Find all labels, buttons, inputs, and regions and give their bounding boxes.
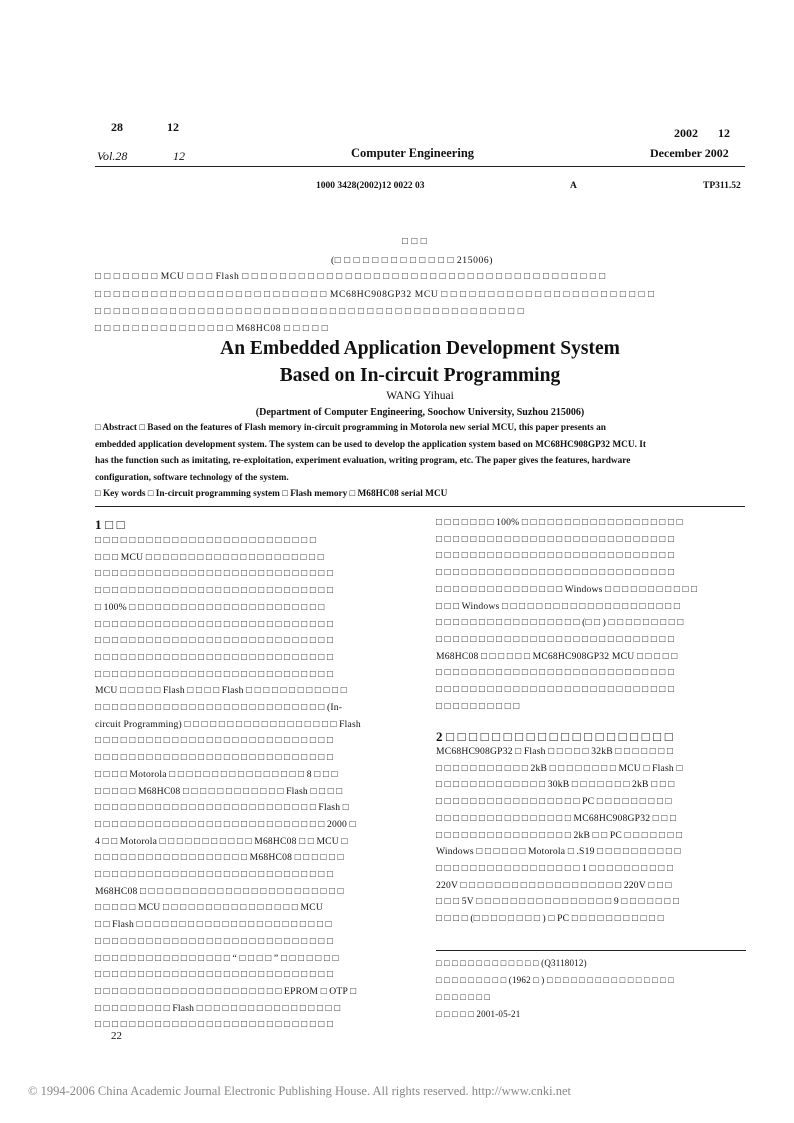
section-1-title: 1 □ □ bbox=[95, 517, 125, 532]
body-text-line: □ □ □ □ □ □ □ □ □ □ □ □ □ □ □ □ □ □ □ □ □ □ □ □ □ □ □ □ bbox=[95, 969, 334, 981]
body-text-line: □ □ □ □ □ □ □ □ □ □ □ □ □ 30kB □ □ □ □ □ □ □ 2kB □ □ □ bbox=[436, 779, 675, 791]
body-text-line: □ □ □ □ (□ □ □ □ □ □ □ □ ) □ PC □ □ □ □ □ □ □ □ □ □ □ bbox=[436, 913, 664, 924]
footnotes bbox=[436, 958, 746, 1028]
body-text-line: □ □ □ □ □ □ □ □ □ □ □ □ □ □ □ □ □ □ □ □ □ □ □ □ □ □ □ □ bbox=[436, 633, 675, 645]
date-en: December 2002 bbox=[650, 146, 729, 160]
body-text-line: □ □ Flash □ □ □ □ □ □ □ □ □ □ □ □ □ □ □ □ □ □ □ □ □ □ □ bbox=[95, 919, 332, 931]
body-text-line: 220V □ □ □ □ □ □ □ □ □ □ □ □ □ □ □ □ □ □ □ 220V □ □ □ bbox=[436, 879, 672, 891]
header-rule bbox=[95, 166, 745, 167]
footnote-received-date: □ □ □ □ □ 2001-05-21 bbox=[436, 1009, 521, 1019]
body-text-line: □ □ □ □ □ MCU □ □ □ □ □ □ □ □ □ □ □ □ □ □ □ □ MCU bbox=[95, 902, 323, 914]
title-line-2: Based on In-circuit Programming bbox=[279, 365, 561, 386]
keywords-cn: □ □ □ □ □ □ □ □ □ □ □ □ □ □ □ M68HC08 □ □ □ □ □ bbox=[95, 323, 329, 334]
page-number: 22 bbox=[111, 1030, 122, 1042]
body-text-line: □ □ □ □ □ □ □ □ □ □ □ □ □ □ □ □ □ 1 □ □ □ □ □ □ □ □ □ □ bbox=[436, 862, 674, 874]
body-text-line: □ □ □ □ □ □ □ □ □ □ □ □ □ □ □ □ “ □ □ □ □ ” □ □ □ □ □ □ □ bbox=[95, 952, 339, 964]
body-text-line: □ □ □ □ □ □ □ □ □ □ □ □ □ □ □ □ □ □ □ □ □ □ □ □ □ □ □ □ bbox=[95, 869, 334, 880]
volume-en: Vol.28 bbox=[97, 149, 128, 163]
body-text-line: □ □ □ □ □ □ □ □ □ □ □ □ □ □ □ □ □ □ □ □ □ □ □ □ □ □ □ 2000 □ bbox=[95, 818, 356, 830]
abstract-en-line: □ Abstract □ Based on the features of Flash memory in-circuit programming in Motorola new serial MCU, this paper presents an bbox=[95, 423, 606, 433]
body-text-line: MCU □ □ □ □ □ Flash □ □ □ □ Flash □ □ □ □ □ □ □ □ □ □ □ □ bbox=[95, 685, 347, 697]
body-text-line: circuit Programming) □ □ □ □ □ □ □ □ □ □ □ □ □ □ □ □ □ □ Flash bbox=[95, 718, 361, 730]
body-text-line: □ □ □ □ □ □ □ □ □ □ □ □ □ □ □ □ □ □ □ □ □ □ □ □ □ □ □ □ bbox=[95, 568, 334, 580]
abstract-cn-line: □ □ □ □ □ □ □ □ □ □ □ □ □ □ □ □ □ □ □ □ □ □ □ □ □ □ □ □ □ □ □ □ □ □ □ □ □ □ □ □ □ □ □ □ □ □ bbox=[95, 306, 525, 317]
document-code: A bbox=[570, 181, 577, 191]
footnote-author-cont: □ □ □ □ □ □ □ bbox=[436, 992, 491, 1002]
section-2-title: 2 □ □ □ □ □ □ □ □ □ □ □ □ □ □ □ □ □ □ □ □ bbox=[436, 729, 673, 744]
volume-cn: 28 bbox=[111, 120, 123, 134]
body-text-line: □ □ □ □ □ □ □ □ □ □ □ □ □ □ □ □ □ □ □ □ □ □ □ □ □ □ □ □ bbox=[436, 567, 675, 579]
body-text-line: □ □ □ □ □ □ □ □ □ □ □ □ □ □ □ □ □ PC □ □ □ □ □ □ □ □ □ bbox=[436, 796, 672, 808]
body-text-line: □ □ □ □ □ □ □ □ □ □ □ □ □ □ □ □ □ □ □ □ □ □ □ □ □ □ □ □ bbox=[436, 667, 675, 679]
body-text-line: □ □ □ □ □ □ □ □ □ □ □ □ □ □ □ □ □ □ □ □ □ □ □ □ □ □ □ □ bbox=[95, 635, 334, 647]
author-en: WANG Yihuai bbox=[386, 390, 454, 402]
classification-number: TP311.52 bbox=[703, 181, 741, 191]
body-text-line: 4 □ □ Motorola □ □ □ □ □ □ □ □ □ □ □ M68HC08 □ □ MCU □ bbox=[95, 835, 348, 847]
left-column bbox=[95, 517, 407, 1031]
body-text-line: □ □ □ □ □ □ □ □ □ □ □ □ □ □ □ □ □ □ □ □ □ □ □ □ □ □ Flash □ bbox=[95, 802, 349, 814]
body-text-line: □ □ □ □ □ □ □ □ □ □ □ □ □ □ □ □ □ (□ □ ) □ □ □ □ □ □ □ □ □ bbox=[436, 617, 684, 629]
body-text-line: □ □ □ □ □ □ □ □ □ □ □ □ □ □ □ □ □ □ M68HC08 □ □ □ □ □ □ bbox=[95, 852, 344, 864]
date-cn-year: 2002 bbox=[674, 126, 698, 140]
body-text-line: □ □ □ □ □ □ □ □ □ □ □ □ □ □ □ □ □ □ □ □ □ □ □ □ □ □ □ (In- bbox=[95, 702, 343, 713]
body-text-line: □ □ □ □ □ □ □ □ □ □ □ □ □ □ □ □ □ □ □ □ □ □ □ □ □ □ □ □ bbox=[95, 585, 334, 597]
abstract-rule bbox=[95, 506, 745, 507]
keywords-en: □ Key words □ In-circuit programming system □ Flash memory □ M68HC08 serial MCU bbox=[95, 489, 448, 499]
body-text-line: □ □ □ □ Motorola □ □ □ □ □ □ □ □ □ □ □ □ □ □ □ □ 8 □ □ □ bbox=[95, 768, 338, 780]
body-text-line: □ □ □ □ □ □ □ □ □ □ □ □ □ □ □ □ □ □ □ □ □ □ □ □ □ □ □ □ bbox=[95, 735, 334, 747]
body-text-line: □ □ □ □ □ □ □ □ □ Flash □ □ □ □ □ □ □ □ □ □ □ □ □ □ □ □ □ bbox=[95, 1002, 341, 1014]
body-text-line: M68HC08 □ □ □ □ □ □ □ □ □ □ □ □ □ □ □ □ □ □ □ □ □ □ □ □ bbox=[95, 885, 344, 897]
body-text-line: □ □ □ □ □ □ □ □ □ □ □ □ □ □ □ □ □ □ □ □ □ □ □ □ □ □ □ □ bbox=[436, 533, 675, 545]
abstract-en bbox=[95, 420, 745, 503]
body-text-line: □ □ □ □ □ □ □ □ □ □ □ □ □ □ □ □ □ □ □ □ □ □ □ □ □ □ □ □ bbox=[95, 651, 334, 663]
affiliation-en: (Department of Computer Engineering, Soochow University, Suzhou 215006) bbox=[255, 407, 585, 418]
abstract-cn-line: □ □ □ □ □ □ □ □ □ □ □ □ □ □ □ □ □ □ □ □ □ □ □ □ □ MC68HC908GP32 MCU □ □ □ □ □ □ □ □ □ □ □ □ □ □ □ □ □ □ □ □ □ □ □ bbox=[95, 289, 655, 300]
body-text-line: □ □ □ Windows □ □ □ □ □ □ □ □ □ □ □ □ □ □ □ □ □ □ □ □ □ bbox=[436, 600, 680, 612]
body-text-line: □ □ □ □ □ M68HC08 □ □ □ □ □ □ □ □ □ □ □ □ Flash □ □ □ □ bbox=[95, 785, 343, 797]
body-text-line: □ □ □ □ □ □ □ □ □ □ □ □ □ □ □ □ □ □ □ □ □ □ □ □ □ □ □ □ bbox=[95, 752, 334, 764]
body-text-line: □ □ □ □ □ □ □ □ □ □ □ □ □ □ □ □ 2kB □ □ PC □ □ □ □ □ □ □ bbox=[436, 829, 683, 841]
body-text-line: MC68HC908GP32 □ Flash □ □ □ □ □ 32kB □ □ □ □ □ □ □ bbox=[436, 746, 673, 757]
affiliation-cn: (□ □ □ □ □ □ □ □ □ □ □ □ □ 215006) bbox=[331, 255, 494, 266]
body-text-line: □ □ □ □ □ □ □ □ □ □ bbox=[436, 700, 520, 712]
journal-name: Computer Engineering bbox=[351, 146, 475, 160]
abstract-en-line: has the function such as imitating, re-exploitation, experiment evaluation, writing program, etc. The paper gives the features, hardware bbox=[95, 456, 631, 466]
title-line-1: An Embedded Application Development System bbox=[220, 338, 620, 359]
body-text-line: □ □ □ □ □ □ □ □ □ □ □ □ □ □ □ □ □ □ □ □ □ □ □ □ □ □ □ □ bbox=[95, 935, 334, 947]
body-text-line: Windows □ □ □ □ □ □ Motorola □ .S19 □ □ □ □ □ □ □ □ □ □ bbox=[436, 846, 681, 858]
copyright-footer: © 1994-2006 China Academic Journal Electronic Publishing House. All rights reserved. http://www.cnki.net bbox=[28, 1084, 571, 1098]
footnote-funding: □ □ □ □ □ □ □ □ □ □ □ □ □ (Q3118012) bbox=[436, 958, 587, 968]
abstract-en-line: configuration, software technology of the system. bbox=[95, 472, 289, 483]
abstract-cn-line: □ □ □ □ □ □ □ MCU □ □ □ Flash □ □ □ □ □ □ □ □ □ □ □ □ □ □ □ □ □ □ □ □ □ □ □ □ □ □ □ □ □ □ □ □ □ □ □ □ □ □ □ bbox=[95, 271, 606, 282]
body-text-line: □ □ □ □ □ □ □ □ □ □ □ □ □ □ □ □ □ □ □ □ □ □ □ □ □ □ □ □ bbox=[95, 1019, 334, 1031]
author-cn: □ □ □ bbox=[402, 236, 428, 247]
body-text-line: □ □ □ 5V □ □ □ □ □ □ □ □ □ □ □ □ □ □ □ □ 9 □ □ □ □ □ □ □ bbox=[436, 896, 679, 908]
footnote-author: □ □ □ □ □ □ □ □ □ (1962 □ ) □ □ □ □ □ □ □ □ □ □ □ □ □ □ □ □ bbox=[436, 975, 674, 985]
body-text-line: □ □ □ □ □ □ □ □ □ □ □ □ □ □ □ Windows □ □ □ □ □ □ □ □ □ □ □ bbox=[436, 583, 698, 595]
body-text-line: □ □ □ □ □ □ □ 100% □ □ □ □ □ □ □ □ □ □ □ □ □ □ □ □ □ □ □ bbox=[436, 517, 683, 528]
body-text-line: M68HC08 □ □ □ □ □ □ MC68HC908GP32 MCU □ □ □ □ □ bbox=[436, 650, 678, 662]
body-text-line: □ □ □ □ □ □ □ □ □ □ □ □ □ □ □ □ □ □ □ □ □ □ □ □ □ □ □ □ bbox=[436, 684, 675, 695]
body-text-line: □ □ □ □ □ □ □ □ □ □ □ □ □ □ □ □ □ □ □ □ □ □ □ □ □ □ □ □ bbox=[95, 668, 334, 680]
body-text-line: □ □ □ □ □ □ □ □ □ □ □ □ □ □ □ □ □ □ □ □ □ □ □ □ □ □ □ □ bbox=[95, 618, 334, 630]
abstract-en-line: embedded application development system. The system can be used to develop the application system based on MC68HC908GP32 MCU. It bbox=[95, 439, 646, 450]
document-number: 1000 3428(2002)12 0022 03 bbox=[316, 181, 425, 191]
body-text-line: □ □ □ □ □ □ □ □ □ □ □ 2kB □ □ □ □ □ □ □ □ MCU □ Flash □ bbox=[436, 762, 683, 774]
footnote-rule bbox=[436, 950, 746, 951]
issue-cn: 12 bbox=[167, 120, 179, 134]
body-text-line: □ □ □ MCU □ □ □ □ □ □ □ □ □ □ □ □ □ □ □ □ □ □ □ □ □ bbox=[95, 551, 324, 563]
body-text-line: □ □ □ □ □ □ □ □ □ □ □ □ □ □ □ □ □ □ □ □ □ □ □ □ □ □ bbox=[95, 535, 316, 546]
body-text-line: □ □ □ □ □ □ □ □ □ □ □ □ □ □ □ □ □ □ □ □ □ □ □ □ □ □ □ □ bbox=[436, 550, 675, 562]
body-text-line: □ 100% □ □ □ □ □ □ □ □ □ □ □ □ □ □ □ □ □ □ □ □ □ □ □ bbox=[95, 601, 325, 613]
body-text-line: □ □ □ □ □ □ □ □ □ □ □ □ □ □ □ □ MC68HC908GP32 □ □ □ bbox=[436, 812, 676, 824]
date-cn-month: 12 bbox=[718, 126, 730, 140]
issue-en: 12 bbox=[173, 149, 185, 163]
body-text-line: □ □ □ □ □ □ □ □ □ □ □ □ □ □ □ □ □ □ □ □ □ □ EPROM □ OTP □ bbox=[95, 985, 357, 997]
